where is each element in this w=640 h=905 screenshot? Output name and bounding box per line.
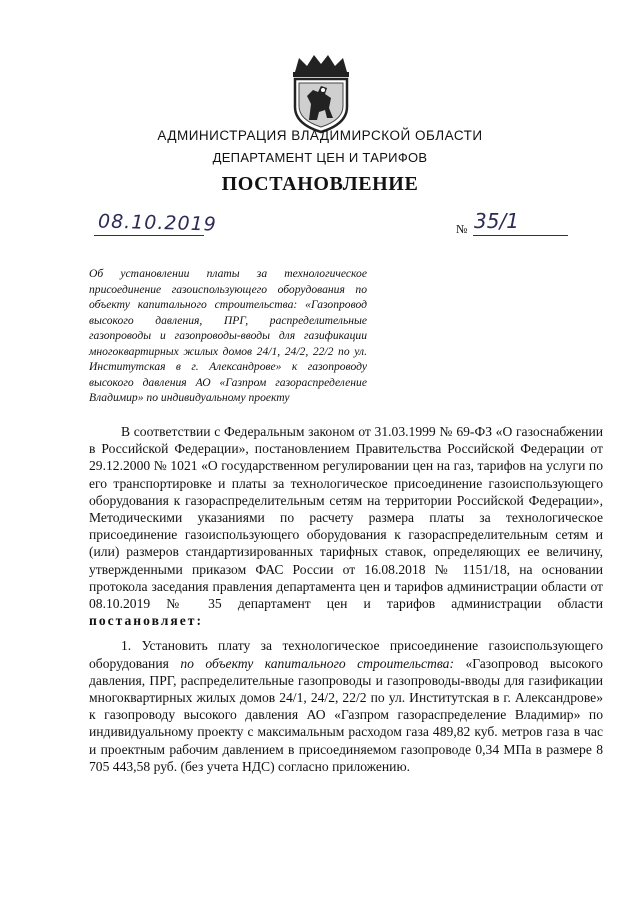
handwritten-number: 35/1 — [474, 209, 519, 233]
number-sign: № — [456, 222, 468, 236]
department-name: ДЕПАРТАМЕНТ ЦЕН И ТАРИФОВ — [212, 150, 428, 165]
document-title: ПОСТАНОВЛЕНИЕ — [221, 173, 419, 195]
organization-name: АДМИНИСТРАЦИЯ ВЛАДИМИРСКОЙ ОБЛАСТИ — [157, 128, 483, 143]
item-1-text: «Газопровод высокого давления, ПРГ, распределительные газопроводы и газопроводы-вводы для газификации многоквартирных жилых домов 24/1, 24/2, 22/2 по ул. Институтская в г. Александрове» к газопроводу высокого давления АО «Газпром газораспределение Владимир» по индивидуальному проекту с максимальным расходом газа 489,82 куб. метров газа в час и проектным рабочим давлением в присоединяемом газопроводе 0,34 МПа в размере 8 705 443,58 руб. (без учета НДС) согласно приложению. — [89, 655, 603, 774]
handwritten-date: 08.10.2019 — [97, 210, 218, 236]
item-1-prefix: 1. Установить плату за технологическое присоединение газоиспользующего оборудования — [89, 638, 603, 671]
document-body — [89, 423, 603, 775]
preamble-text: В соответствии с Федеральным законом от 31.03.1999 № 69-ФЗ «О газоснабжении в Российской Федерации», постановлением Правительства Российской Федерации от 29.12.2000 № 1021 «О государственном регулировании цен на газ, тарифов на услуги по его транспортировке и платы за технологическое присоединение газоиспользующего оборудования к газораспределительным сетям на территории Российской Федерации», Методическими указаниями по расчету размера платы за технологическое присоединение газоиспользующего оборудования к газораспределительным сетям и (или) размеров стандартизированных тарифных ставок, определяющих ее величину, утвержденными приказом ФАС России от 16.08.2018 № 1151/18, на основании протокола заседания правления департамента цен и тарифов администрации области от 08.10.2019 № 35 департамент цен и тарифов администрации области — [89, 424, 603, 612]
preamble-paragraph — [89, 423, 603, 629]
item-1-italic: по объекту капитального строительства: — [168, 655, 454, 671]
order-word: постановляет: — [89, 613, 203, 629]
number-underline — [473, 235, 568, 236]
vladimir-coat-of-arms-icon — [287, 52, 355, 134]
document-subject: Об установлении платы за технологическое присоединение газоиспользующего оборудования по объекту капитального строительства: «Газопровод высокого давления, ПРГ, распределительные газопроводы и газопроводы-вводы для газификации многоквартирных жилых домов 24/1, 24/2, 22/2 по ул. Институтская в г. Александрове» к газопроводу высокого давления АО «Газпром газораспределение Владимир» по индивидуальному проекту — [89, 267, 367, 404]
date-underline — [94, 235, 204, 236]
item-1-paragraph — [89, 637, 603, 775]
